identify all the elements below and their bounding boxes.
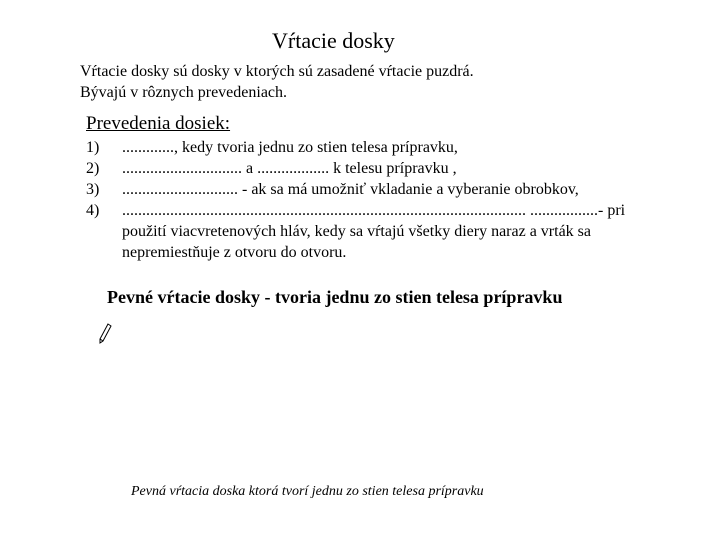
section-heading: Prevedenia dosiek: <box>86 113 231 134</box>
list-text: .............................. a .................. k telesu prípravku , <box>122 160 457 177</box>
intro-text <box>80 61 700 103</box>
list-text: ............................. - ak sa má umožniť vkladanie a vyberanie obrobkov, <box>122 181 579 198</box>
subheading: Pevné vŕtacie dosky - tvoria jednu zo stien telesa prípravku <box>107 287 563 307</box>
intro-line-1: Vŕtacie dosky sú dosky v ktorých sú zasadené vŕtacie puzdrá. <box>80 63 474 80</box>
list-item <box>86 179 656 200</box>
slide-title: Vŕtacie dosky <box>272 28 395 53</box>
list-number: 1) <box>86 139 100 156</box>
list-item <box>86 158 656 179</box>
list-text: ..................................................................................................... .................- pri použití viacvretenových hláv, kedy sa vŕtajú všetky diery naraz a vrták sa nepremiestňuje z otvoru do otvoru. <box>122 202 626 261</box>
numbered-list <box>86 137 656 263</box>
intro-line-2: Bývajú v rôznych prevedeniach. <box>80 84 288 101</box>
list-number: 3) <box>86 181 100 198</box>
pencil-icon <box>98 323 112 345</box>
list-number: 2) <box>86 160 100 177</box>
list-item <box>86 200 656 263</box>
list-number: 4) <box>86 202 100 219</box>
list-item <box>86 137 656 158</box>
list-text: ............., kedy tvoria jednu zo stien telesa prípravku, <box>122 139 458 156</box>
figure-caption: Pevná vŕtacia doska ktorá tvorí jednu zo stien telesa prípravku <box>131 484 484 499</box>
